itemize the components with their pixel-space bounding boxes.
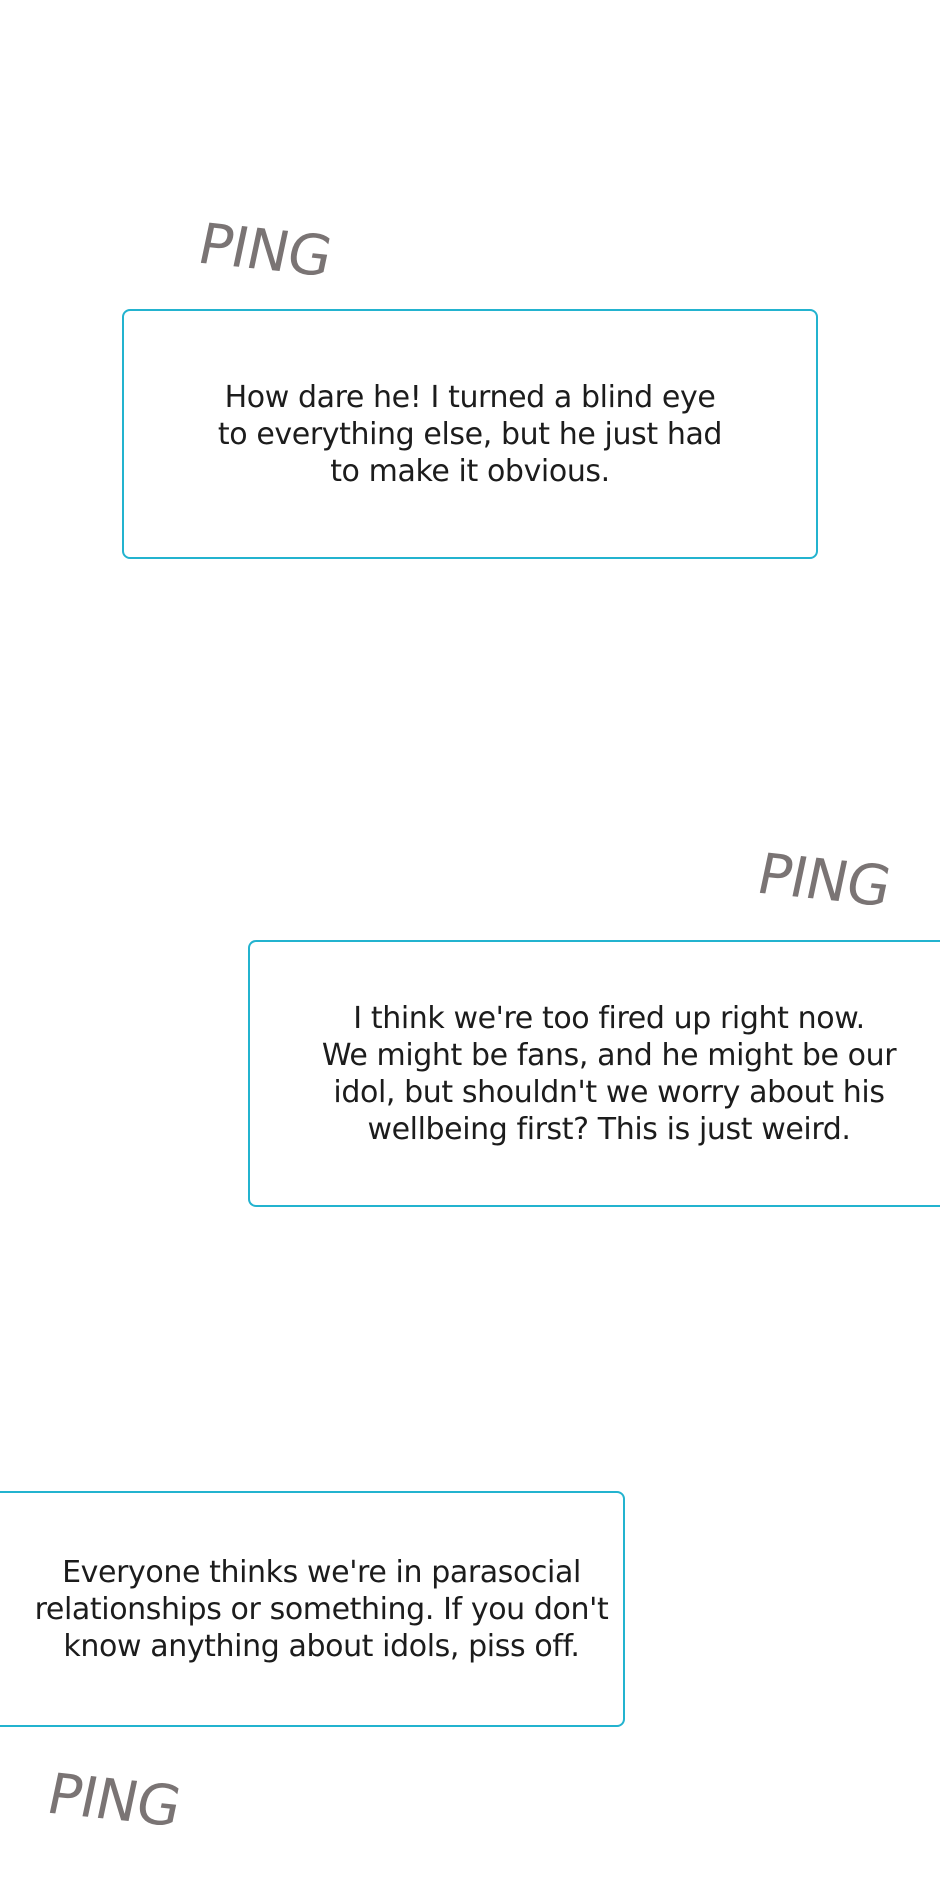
chat-message-box [122,309,818,559]
sound-effect-ping: PING [41,1762,186,1840]
chat-message-text: Everyone thinks we're in parasocial relationships or something. If you don't know anything about idols, piss off. [34,1554,609,1664]
chat-message-box [0,1491,625,1727]
sound-effect-ping: PING [192,212,337,290]
chat-message-box [248,940,940,1207]
sound-effect-ping: PING [751,842,896,920]
chat-message-text: I think we're too fired up right now. We might be fans, and he might be our idol, but shouldn't we worry about his wellbeing first? This is just weird. [321,1000,897,1147]
chat-message-text: How dare he! I turned a blind eye to everything else, but he just had to make it obvious. [217,379,723,489]
